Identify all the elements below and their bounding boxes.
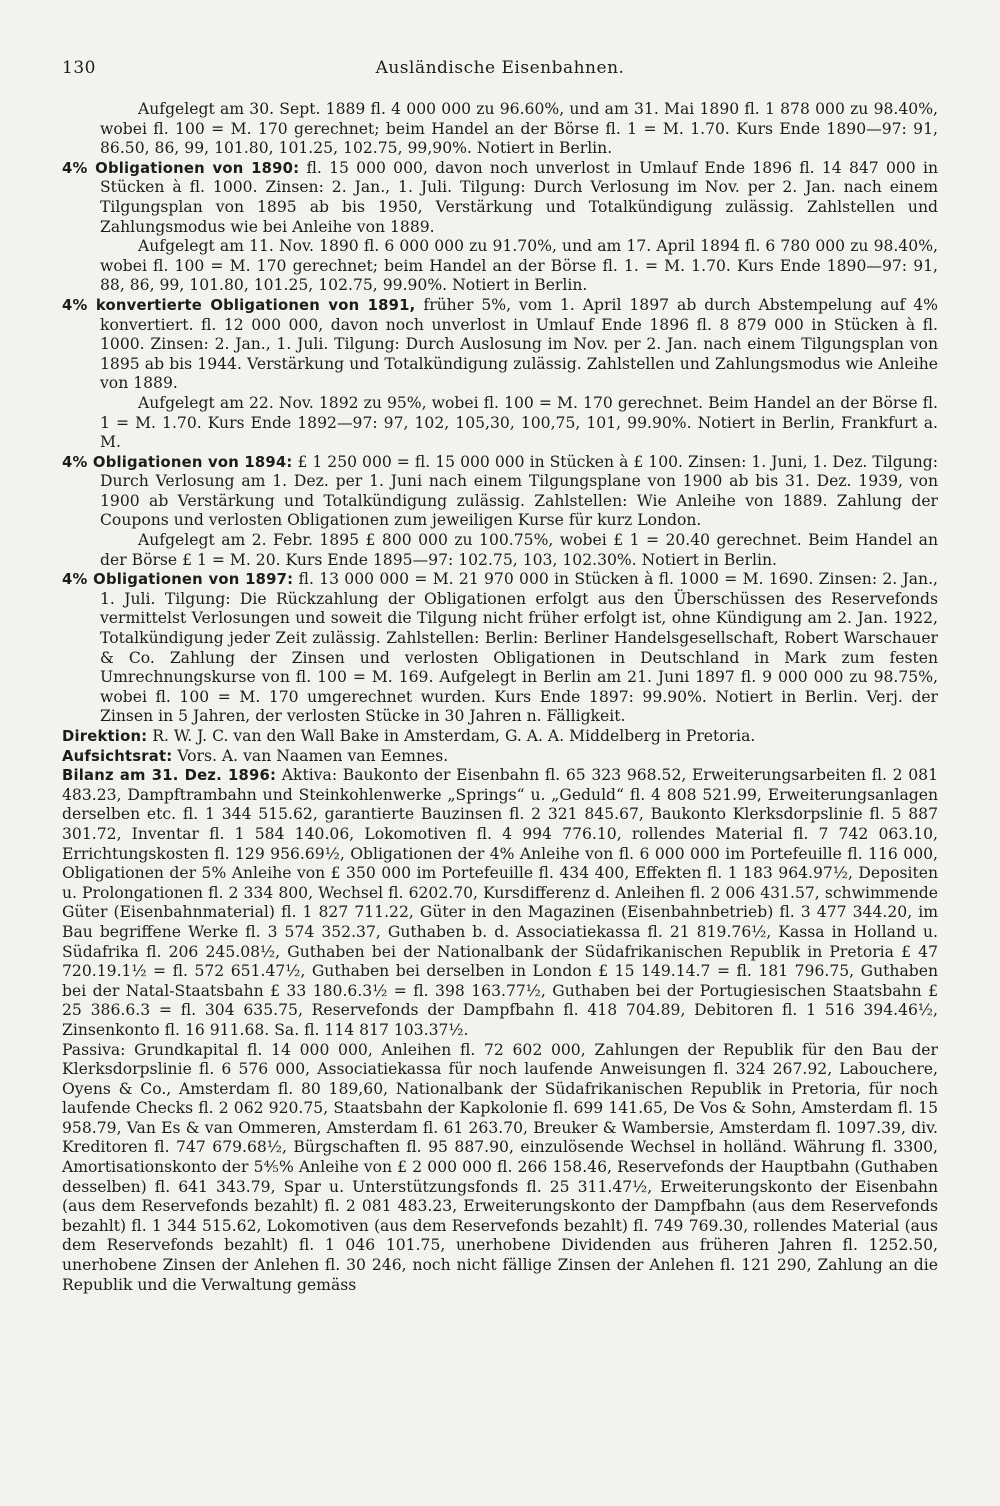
paragraph-text: fl. 15 000 000, davon noch unverlost in Umlauf Ende 1896 fl. 14 847 000 in Stücken à fl. 1000. Zinsen: 2. Jan., 1. Juli. Tilgung: Durch Verlosung im Nov. per 2. Jan. nach einem Tilgungsplan von 1895 ab bis 1950, Verstärkung und Totalkündigung zulässig. Zahlstellen und Zahlungsmodus wie bei Anleihe von 1889. xyxy=(100,158,938,236)
paragraph-text: Aufgelegt am 30. Sept. 1889 fl. 4 000 000 zu 96.60%, und am 31. Mai 1890 fl. 1 878 000 zu 98.40%, wobei fl. 100 = M. 170 gerechnet; beim Handel an der Börse fl. 1 = M. 1.70. Kurs Ende 1890—97: 91, 86.50, 86, 99, 101.80, 101.25, 102.75, 99,90%. Notiert in Berlin. xyxy=(100,100,938,158)
paragraph-text: Aufgelegt am 11. Nov. 1890 fl. 6 000 000 zu 91.70%, und am 17. April 1894 fl. 6 780 000 zu 98.40%, wobei fl. 100 = M. 170 gerechnet; beim Handel an der Börse fl. 1. = M. 1.70. Kurs Ende 1890—97: 91, 88, 86, 99, 101.80, 101.25, 102.75, 99.90%. Notiert in Berlin. xyxy=(100,237,938,295)
paragraph-text: Aufgelegt am 2. Febr. 1895 £ 800 000 zu 100.75%, wobei £ 1 = 20.40 gerechnet. Beim Handel an der Börse £ 1 = M. 20. Kurs Ende 1895—97: 102.75, 103, 102.30%. Notiert in Berlin. xyxy=(100,531,938,569)
entry-heading: Aufsichtsrat: xyxy=(62,747,173,765)
paragraph-text: Aktiva: Baukonto der Eisenbahn fl. 65 323 968.52, Erweiterungsarbeiten fl. 2 081 483.23, Dampftrambahn und Steinkohlenwerke „Springs“ u. „Geduld“ fl. 4 808 521.99, Erweiterungsanlagen derselben etc. fl. 1 344 515.62, garantierte Bauzinsen fl. 2 321 845.67, Baukonto Klerksdorpslinie fl. 5 887 301.72, Inventar fl. 1 584 140.06, Lokomotiven fl. 4 994 776.10, rollendes Material fl. 7 742 063.10, Errichtungskosten fl. 129 956.69½, Obligationen der 4% Anleihe von fl. 6 000 000 im Portefeuille fl. 116 000, Obligationen der 5% Anleihe von £ 350 000 im Portefeuille fl. 434 400, Effekten fl. 1 183 964.97½, Depositen u. Prolongationen fl. 2 334 800, Wechsel fl. 6202.70, Kursdifferenz d. Anleihen fl. 2 006 431.57, schwimmende Güter (Eisenbahnmaterial) fl. 1 827 711.22, Güter in den Magazinen (Eisenbahnbetrieb) fl. 3 477 344.20, im Bau begriffene Werke fl. 3 574 352.37, Guthaben b. d. Associatiekassa fl. 21 819.76½, Kassa in Holland u. Südafrika fl. 206 245.08½, Guthaben bei der Nationalbank der Südafrikanischen Republik in Pretoria £ 47 720.19.1½ = fl. 572 651.47½, Guthaben bei derselben in London £ 15 149.14.7 = fl. 181 796.75, Guthaben bei der Natal-Staatsbahn £ 33 180.6.3½ = fl. 398 163.77½, Guthaben bei der Portugiesischen Staatsbahn £ 25 386.6.3 = fl. 304 635.75, Reservefonds der Dampfbahn fl. 418 704.89, Debitoren fl. 1 516 394.46½, Zinsenkonto fl. 16 911.68. Sa. fl. 114 817 103.37½. xyxy=(62,766,938,1039)
paragraph-issue-1895 xyxy=(62,531,938,570)
paragraph-issue-1889 xyxy=(62,100,938,159)
paragraph-issue-1892 xyxy=(62,394,938,453)
paragraph-text: fl. 13 000 000 = M. 21 970 000 in Stücken à fl. 1000 = M. 1690. Zinsen: 2. Jan., 1. Juli. Tilgung: Die Rückzahlung der Obligationen erfolgt aus den Überschüssen des Reservefonds vermittelst Verlosungen und soweit die Tilgung nicht früher erfolgt ist, ohne Kündigung am 2. Jan. 1922, Totalkündigung jeder Zeit zulässig. Zahlstellen: Berlin: Berliner Handelsgesellschaft, Robert Warschauer & Co. Zahlung der Zinsen und verlosten Obligationen in Deutschland in Mark zum festen Umrechnungskurse von fl. 100 = M. 169. Aufgelegt in Berlin am 21. Juni 1897 fl. 9 000 000 zu 98.75%, wobei fl. 100 = M. 170 umgerechnet wurden. Kurs Ende 1897: 99.90%. Notiert in Berlin. Verj. der Zinsen in 5 Jahren, der verlosten Stücke in 30 Jahren n. Fälligkeit. xyxy=(100,570,939,726)
running-title: Ausländische Eisenbahnen. xyxy=(375,58,625,78)
paragraph-text: Passiva: Grundkapital fl. 14 000 000, Anleihen fl. 72 602 000, Zahlungen der Republik für den Bau der Klerksdorpslinie fl. 6 576 000, Associatiekassa für noch laufende Anweisungen fl. 324 267.92, Labouchere, Oyens & Co., Amsterdam fl. 80 189,60, Nationalbank der Südafrikanischen Republik in Pretoria, für noch laufende Checks fl. 2 062 920.75, Staatsbahn der Kapkolonie fl. 699 141.65, De Vos & Sohn, Amsterdam fl. 15 958.79, Van Es & van Ommeren, Amsterdam fl. 61 263.70, Breuker & Wambersie, Amsterdam fl. 1097.39, div. Kreditoren fl. 747 679.68½, Bürgschaften fl. 95 887.90, einzulösende Wechsel in holländ. Währung fl. 3300, Amortisationskonto der 5⅘% Anleihe von £ 2 000 000 fl. 266 158.46, Reservefonds der Hauptbahn (Guthaben desselben) fl. 641 343.79, Spar u. Unterstützungsfonds fl. 25 311.47½, Erweiterungskonto der Eisenbahn (aus dem Reservefonds bezahlt) fl. 2 081 483.23, Erweiterungskonto der Dampfbahn (aus dem Reservefonds bezahlt) fl. 1 344 515.62, Lokomotiven (aus dem Reservefonds bezahlt) fl. 749 769.30, rollendes Material (aus dem Reservefonds bezahlt) fl. 1 046 101.75, unerhobene Dividenden aus früheren Jahren fl. 1252.50, unerhobene Zinsen der Anlehen fl. 30 246, noch nicht fällige Zinsen der Anlehen fl. 121 290, Zahlung an die Republik und die Verwaltung gemäss xyxy=(62,1040,938,1294)
entry-heading: Direktion: xyxy=(62,728,148,745)
entry-heading: 4% Obligationen von 1897: xyxy=(62,571,294,589)
page-number: 130 xyxy=(62,58,96,78)
paragraph-bilanz-passiva xyxy=(62,1041,938,1296)
paragraph-obligationen-1894 xyxy=(62,453,938,531)
entry-heading: 4% konvertierte Obligationen von 1891, xyxy=(62,296,416,314)
paragraph-text: Aufgelegt am 22. Nov. 1892 zu 95%, wobei fl. 100 = M. 170 gerechnet. Beim Handel an der Börse fl. 1 = M. 1.70. Kurs Ende 1892—97: 97, 102, 105,30, 100,75, 101, 99.90%. Notiert in Berlin, Frankfurt a. M. xyxy=(100,393,938,452)
paragraph-issue-1890 xyxy=(62,237,938,296)
paragraph-text: R. W. J. C. van den Wall Bake in Amsterdam, G. A. A. Middelberg in Pretoria. xyxy=(147,727,756,745)
paragraph-text: £ 1 250 000 = fl. 15 000 000 in Stücken à £ 100. Zinsen: 1. Juni, 1. Dez. Tilgung: Durch Verlosung am 1. Dez. per 1. Juni nach einem Tilgungsplane von 1900 ab bis 31. Dez. 1939, von 1900 ab Verstärkung und Totalkündigung zulässig. Zahlstellen: Wie Anleihe von 1889. Zahlung der Coupons und verlosten Obligationen zum jeweiligen Kurse für kurz London. xyxy=(100,452,938,530)
paragraph-direktion xyxy=(62,727,938,747)
paragraph-bilanz-aktiva xyxy=(62,766,938,1040)
paragraph-obligationen-1897 xyxy=(62,570,938,727)
entry-heading: 4% Obligationen von 1890: xyxy=(62,159,300,177)
entry-heading: 4% Obligationen von 1894: xyxy=(62,453,293,471)
paragraph-text: früher 5%, vom 1. April 1897 ab durch Abstempelung auf 4% konvertiert. fl. 12 000 000, davon noch unverlost in Umlauf Ende 1896 fl. 8 879 000 in Stücken à fl. 1000. Zinsen: 2. Jan., 1. Juli. Tilgung: Durch Auslosung im Nov. per 2. Jan. nach einem Tilgungsplan von 1895 ab bis 1944. Verstärkung und Totalkündigung zulässig. Zahlstellen und Zahlungsmodus wie Anleihe von 1889. xyxy=(100,295,938,393)
paragraph-aufsichtsrat xyxy=(62,747,938,767)
paragraph-text: Vors. A. van Naamen van Eemnes. xyxy=(172,746,449,765)
paragraph-obligationen-1890 xyxy=(62,159,938,237)
body-text xyxy=(62,100,938,1295)
entry-heading: Bilanz am 31. Dez. 1896: xyxy=(62,767,277,785)
running-head xyxy=(62,58,938,88)
paragraph-obligationen-1891 xyxy=(62,296,938,394)
